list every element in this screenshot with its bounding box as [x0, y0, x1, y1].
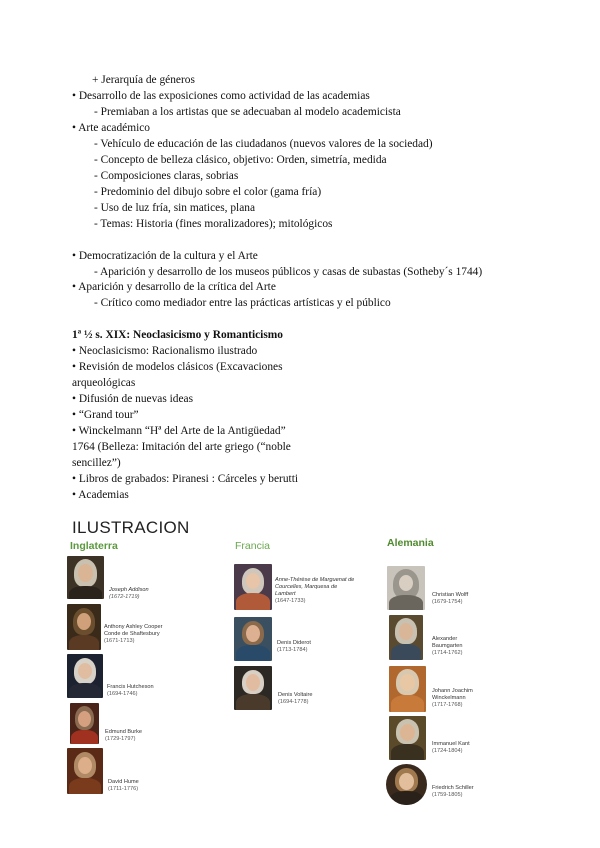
portrait-image [389, 615, 423, 660]
text-line: - Premiaban a los artistas que se adecuaban al modelo academicista [94, 106, 401, 118]
text-line: • Winckelmann “Hª del Arte de la Antigüedad” [72, 425, 286, 437]
text-line: • Difusión de nuevas ideas [72, 393, 194, 405]
portrait-image [389, 716, 426, 760]
section-heading: 1ª ½ s. XIX: Neoclasicismo y Romanticismo [72, 329, 283, 341]
portrait-image [234, 666, 272, 710]
portrait-caption: Alexander Baumgarten (1714-1762) [432, 636, 463, 656]
ilustracion-title: ILUSTRACION [72, 518, 190, 537]
text-line: - Temas: Historia (fines moralizadores); mitológicos [94, 218, 333, 230]
text-line: 1764 (Belleza: Imitación del arte griego (“noble [72, 441, 291, 453]
text-line: • Libros de grabados: Piranesi : Cárceles y berutti [72, 473, 299, 485]
text-line: - Uso de luz fría, sin matices, plana [94, 202, 255, 214]
text-line: - Predominio del dibujo sobre el color (gama fría) [94, 186, 322, 198]
portrait-image [234, 617, 272, 661]
text-line: - Aparición y desarrollo de los museos públicos y casas de subastas (Sotheby´s 1744) [94, 266, 483, 278]
portrait-image [70, 703, 99, 744]
text-line: • Neoclasicismo: Racionalismo ilustrado [72, 345, 258, 357]
portrait-image [234, 564, 272, 610]
portrait-image [389, 666, 426, 712]
portrait-image [67, 556, 104, 599]
portrait-caption: David Hume (1711-1776) [108, 779, 139, 792]
column-title-inglaterra: Inglaterra [70, 540, 118, 552]
portrait-caption: Friedrich Schiller (1759-1805) [432, 785, 474, 798]
portrait-caption: Christian Wolff (1679-1754) [432, 592, 469, 605]
portrait-image [67, 654, 103, 698]
text-line: • Arte académico [72, 122, 150, 134]
portrait-image [67, 748, 103, 794]
text-line: sencillez”) [72, 457, 121, 469]
text-line: arqueológicas [72, 377, 136, 389]
text-line: • “Grand tour” [72, 409, 139, 421]
portrait-caption: Denis Diderot (1713-1784) [277, 640, 311, 653]
portrait-caption: Francis Hutcheson (1694-1746) [107, 684, 154, 697]
portrait-caption: Immanuel Kant (1724-1804) [432, 741, 470, 754]
portrait-caption: Denis Voltaire (1694-1778) [278, 692, 313, 705]
portrait-image [386, 764, 427, 805]
portrait-caption: Anne-Thérèse de Marguenat de Courcelles, Marquesa de Lambert (1647-1733) [275, 577, 355, 604]
portrait-image [387, 566, 425, 610]
text-line: • Revisión de modelos clásicos (Excavaciones [72, 361, 283, 373]
portrait-caption: Edmund Burke (1729-1797) [105, 729, 143, 742]
portrait-caption: Joseph Addison (1672-1719) [109, 587, 149, 600]
portrait-image [67, 604, 101, 650]
text-line: - Vehículo de educación de las ciudadanos (nuevos valores de la sociedad) [94, 138, 433, 150]
column-title-francia: Francia [235, 540, 271, 552]
column-title-alemania: Alemania [387, 537, 434, 549]
portrait-caption: Anthony Ashley Cooper Conde de Shaftesbury (1671-1713) [104, 624, 163, 644]
text-line: + Jerarquía de géneros [92, 74, 195, 86]
text-line: • Academias [72, 489, 129, 501]
portrait-caption: Johann Joachim Winckelmann (1717-1768) [432, 688, 473, 708]
text-line: • Democratización de la cultura y el Arte [72, 250, 258, 262]
text-line: - Concepto de belleza clásico, objetivo: Orden, simetría, medida [94, 154, 387, 166]
text-line: - Composiciones claras, sobrias [94, 170, 239, 182]
text-line: • Aparición y desarrollo de la crítica del Arte [72, 281, 276, 293]
text-line: • Desarrollo de las exposiciones como actividad de las academias [72, 90, 370, 102]
text-line: - Crítico como mediador entre las prácticas artísticas y el público [94, 297, 391, 309]
